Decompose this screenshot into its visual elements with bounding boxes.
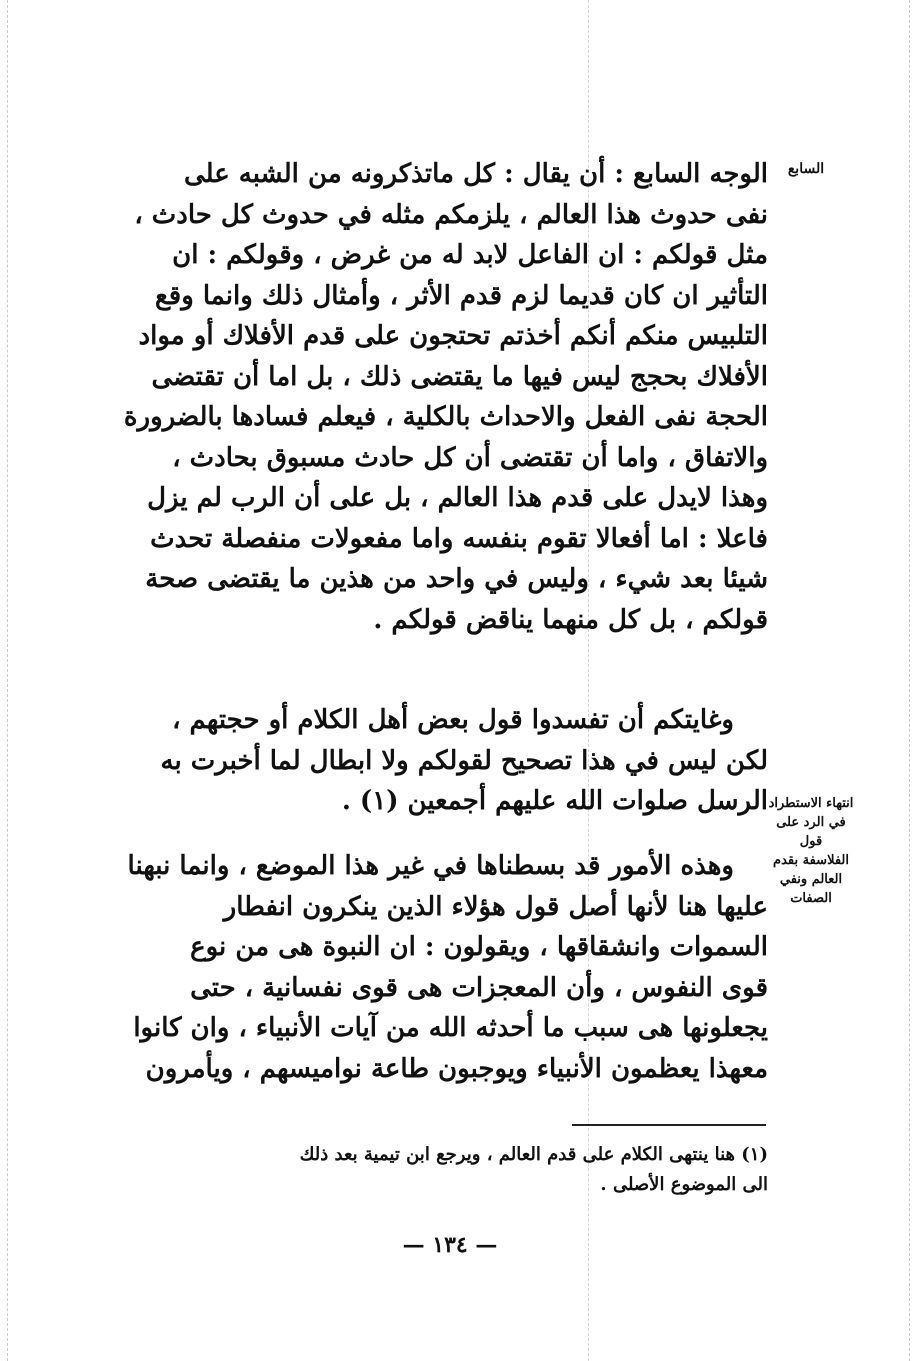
text-line: عليها هنا لأنها أصل قول هؤلاء الذين ينكرون انفطار [223, 891, 768, 922]
text-line: قوى النفوس ، وأن المعجزات هى قوى نفسانية ، حتى [190, 972, 768, 1003]
scan-fold-line-left [7, 0, 8, 1361]
text-line: والاتفاق ، واما أن تقتضى أن كل حادث مسبوق بحادث ، [172, 442, 768, 473]
text-line: يجعلونها هى سبب ما أحدثه الله من آيات الأنبياء ، وان كانوا [133, 1013, 768, 1043]
footnote-separator [572, 1124, 766, 1126]
paragraph-2 [118, 700, 768, 822]
margin-note-line: في الرد على قول [776, 815, 846, 849]
margin-note [766, 794, 856, 908]
text-line: السموات وانشقاقها ، ويقولون : ان النبوة هى من نوع [190, 932, 768, 962]
text-line: قولكم ، بل كل منهما يناقض قولكم . [373, 604, 768, 635]
footnote [118, 1140, 768, 1200]
page-number: — ١٣٤ — [402, 1232, 498, 1258]
footnote-line: (١) هنا ينتهى الكلام على قدم العالم ، ويرجع ابن تيمية بعد ذلك [299, 1144, 768, 1165]
margin-note-line: انتهاء الاستطراد [768, 796, 854, 811]
margin-note-line: الفلاسفة بقدم [773, 853, 849, 868]
text-line: وغايتكم أن تفسدوا قول بعض أهل الكلام أو حجتهم ، [172, 705, 734, 735]
footnote-line: الى الموضوع الأصلى . [600, 1174, 768, 1195]
text-line: نفى حدوث هذا العالم ، يلزمكم مثله في حدوث كل حادث ، [134, 199, 768, 230]
paragraph-3 [118, 846, 768, 1089]
text-line: لكن ليس في هذا تصحيح لقولكم ولا ابطال لما أخبرت به [160, 745, 768, 776]
scan-fold-line-right [909, 0, 910, 1361]
text-line: الرسل صلوات الله عليهم أجمعين (١) . [341, 786, 768, 816]
text-line: الوجه السابع : أن يقال : كل ماتذكرونه من الشبه على [183, 159, 768, 189]
text-line: وهذا لايدل على قدم هذا العالم ، بل على أن الرب لم يزل [147, 483, 768, 513]
text-line: مثل قولكم : ان الفاعل لابد له من غرض ، وقولكم : ان [172, 240, 768, 270]
text-line: التلبيس منكم أنكم أخذتم تحتجون على قدم الأفلاك أو مواد [138, 321, 768, 351]
text-line: شيئا بعد شيء ، وليس في واحد من هذين ما يقتضى صحة [145, 564, 768, 594]
text-line: فاعلا : اما أفعالا تقوم بنفسه واما مفعولات منفصلة تحدث [150, 523, 768, 554]
text-line: التأثير ان كان قديما لزم قدم الأثر ، وأمثال ذلك وانما وقع [154, 280, 768, 311]
margin-label-top: السابع [787, 161, 825, 177]
text-line: الحجة نفى الفعل والاحداث بالكلية ، فيعلم فسادها بالضرورة [123, 402, 768, 432]
text-line: معهذا يعظمون الأنبياء ويوجبون طاعة نواميسهم ، ويأمرون [145, 1053, 768, 1084]
text-line: الأفلاك بحجج ليس فيها ما يقتضى ذلك ، بل اما أن تقتضى [151, 361, 768, 392]
margin-note-line: العالم ونفي [779, 872, 843, 887]
text-line: وهذه الأمور قد بسطناها في غير هذا الموضع ، وانما نبهنا [127, 851, 734, 881]
margin-note-line: الصفات [790, 891, 832, 906]
paragraph-1 [118, 154, 768, 640]
